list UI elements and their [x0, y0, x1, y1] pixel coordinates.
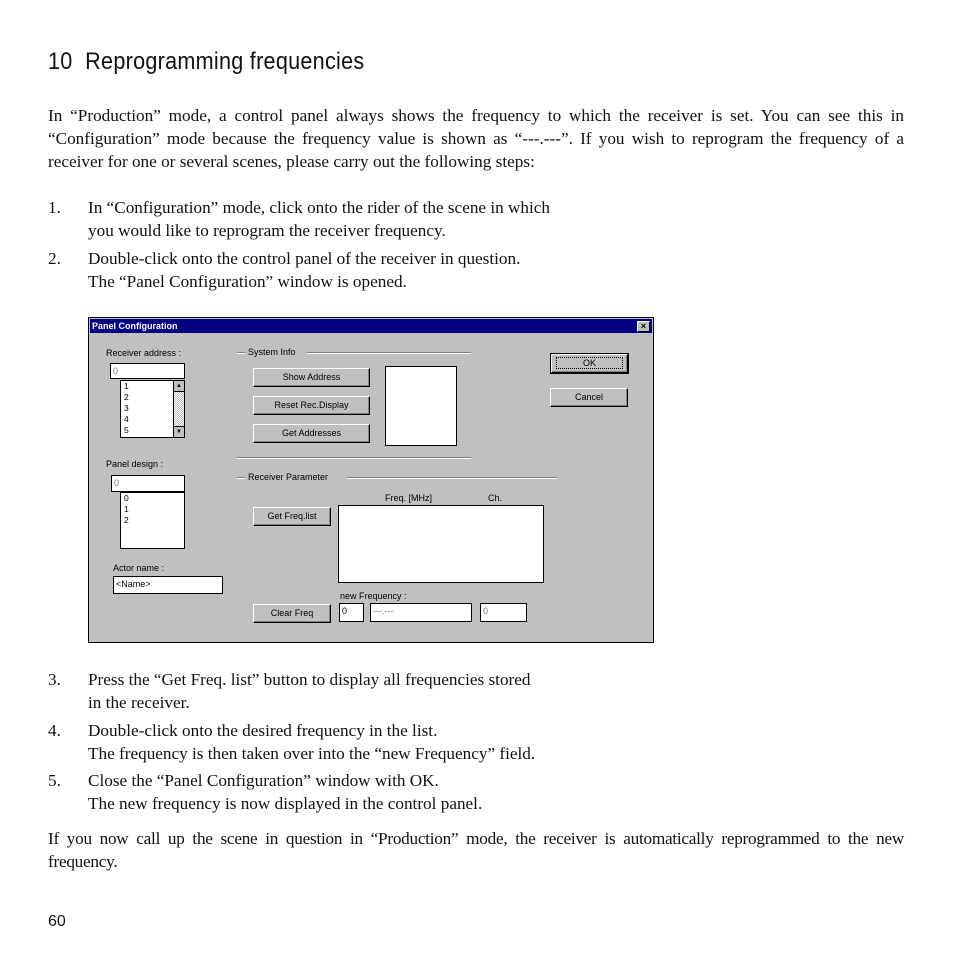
step-text-line1: Double-click onto the desired frequency in the list. [88, 721, 438, 740]
dialog-titlebar [90, 319, 652, 333]
group-divider [237, 457, 471, 459]
system-info-label: System Info [248, 347, 296, 357]
freq-column-header: Freq. [MHz] [385, 493, 433, 503]
step-text-line1: Double-click onto the control panel of the receiver in question. [88, 249, 521, 268]
list-item[interactable]: 5 [124, 425, 129, 435]
page-number: 60 [48, 913, 66, 930]
list-item[interactable]: 1 [124, 504, 129, 514]
receiver-address-input[interactable]: 0 [110, 363, 185, 379]
receiver-parameter-label: Receiver Parameter [248, 472, 329, 482]
step-3 [48, 668, 668, 714]
step-text-line2: The frequency is then taken over into the “new Frequency” field. [88, 744, 536, 763]
step-number: 2. [48, 249, 61, 268]
step-text-line2: The “Panel Configuration” window is opened. [88, 272, 407, 291]
cancel-button[interactable]: Cancel [550, 388, 628, 407]
step-number: 3. [48, 670, 61, 689]
actor-name-input[interactable]: <Name> [113, 576, 223, 594]
list-scrollbar[interactable] [173, 381, 184, 437]
section-title: Reprogramming frequencies [85, 48, 365, 75]
list-item[interactable]: 1 [124, 381, 129, 391]
panel-design-list[interactable] [120, 492, 185, 549]
get-freq-list-button[interactable]: Get Freq.list [253, 507, 331, 526]
channel-column-header: Ch. [488, 493, 503, 503]
system-info-display [385, 366, 457, 446]
intro-paragraph: In “Production” mode, a control panel always shows the frequency to which the receiver is set. You can see this in “Configuration” mode because the frequency value is shown as “---.---”. If you wish to reprogram the frequency of a receiver for one or several scenes, please carry out the following steps: [48, 106, 904, 171]
step-text-line2: The new frequency is now displayed in the control panel. [88, 794, 483, 813]
step-text-line1: In “Configuration” mode, click onto the rider of the scene in which [88, 198, 551, 217]
frequency-list[interactable] [338, 505, 544, 583]
step-text-line1: Close the “Panel Configuration” window with OK. [88, 771, 439, 790]
ok-button-label: OK [556, 357, 623, 369]
close-icon[interactable]: × [637, 321, 650, 332]
list-item[interactable]: 4 [124, 414, 129, 424]
group-divider [347, 477, 557, 479]
receiver-address-label: Receiver address : [106, 348, 182, 358]
scroll-down-icon[interactable]: ▼ [174, 426, 184, 437]
reset-rec-display-button[interactable]: Reset Rec.Display [253, 396, 370, 415]
new-frequency-value-input[interactable]: ---.--- [370, 603, 472, 622]
step-text-line1: Press the “Get Freq. list” button to display all frequencies stored [88, 670, 531, 689]
ok-button[interactable] [551, 354, 628, 373]
scroll-up-icon[interactable]: ▲ [174, 381, 184, 392]
list-item[interactable]: 3 [124, 403, 129, 413]
new-frequency-channel-input[interactable]: 0 [339, 603, 364, 622]
step-text-line2: in the receiver. [88, 693, 190, 712]
list-item[interactable]: 0 [124, 493, 129, 503]
receiver-address-list[interactable] [120, 380, 185, 438]
group-divider [307, 352, 471, 354]
new-frequency-label: new Frequency : [340, 591, 407, 601]
show-address-button[interactable]: Show Address [253, 368, 370, 387]
step-number: 5. [48, 771, 61, 790]
dialog-title: Panel Configuration [92, 321, 178, 331]
step-2 [48, 247, 668, 293]
get-addresses-button[interactable]: Get Addresses [253, 424, 370, 443]
new-frequency-ch-input[interactable]: 0 [480, 603, 527, 622]
group-divider [237, 352, 245, 354]
step-5 [48, 769, 668, 815]
step-1 [48, 196, 668, 242]
step-4 [48, 719, 668, 765]
outro-paragraph: If you now call up the scene in question in “Production” mode, the receiver is automatically reprogrammed to the new frequency. [48, 829, 904, 871]
step-text-line2: you would like to reprogram the receiver frequency. [88, 221, 446, 240]
panel-design-input[interactable]: 0 [111, 475, 185, 492]
section-heading [48, 48, 364, 76]
panel-design-label: Panel design : [106, 459, 164, 469]
panel-configuration-dialog [88, 317, 654, 643]
actor-name-label: Actor name : [113, 563, 165, 573]
group-divider [237, 477, 245, 479]
clear-freq-button[interactable]: Clear Freq [253, 604, 331, 623]
list-item[interactable]: 2 [124, 515, 129, 525]
list-item[interactable]: 2 [124, 392, 129, 402]
step-number: 1. [48, 198, 61, 217]
section-number: 10 [48, 48, 73, 75]
step-number: 4. [48, 721, 61, 740]
